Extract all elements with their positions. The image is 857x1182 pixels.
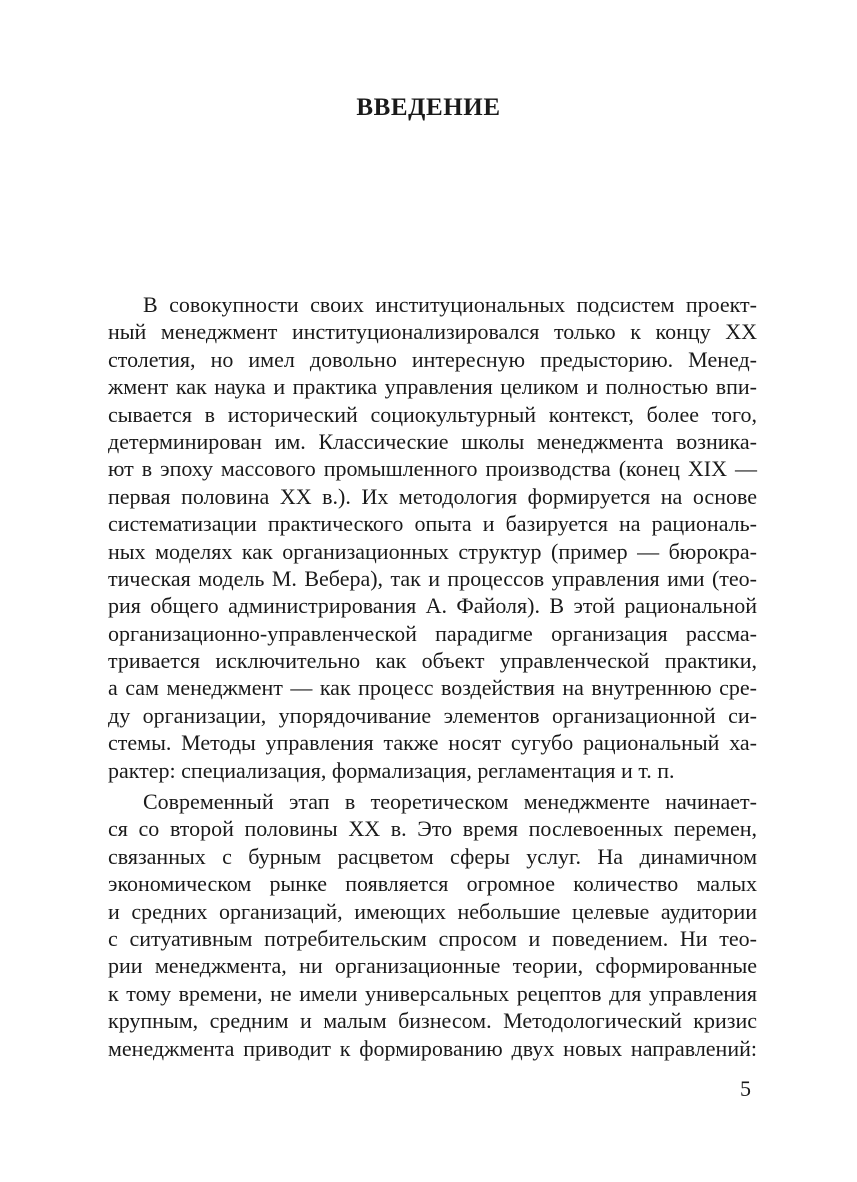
text-line: экономическом рынке появляется огромное количество малых	[108, 871, 757, 897]
body-text	[108, 291, 757, 1062]
paragraph-2	[108, 788, 757, 1062]
text-line: ся со второй половины XX в. Это время послевоенных перемен,	[108, 816, 757, 842]
text-line: детерминирован им. Классические школы менеджмента возника-	[108, 428, 757, 454]
text-line: а сам менеджмент — как процесс воздействия на внутреннюю сре-	[108, 675, 757, 701]
text-line: ду организации, упорядочивание элементов организационной си-	[108, 702, 757, 728]
text-line: первая половина XX в.). Их методология формируется на основе	[108, 483, 757, 509]
text-line: рия общего администрирования А. Файоля). В этой рациональной	[108, 593, 757, 619]
text-line: организационно-управленческой парадигме организация рассма-	[108, 620, 757, 646]
page-number: 5	[740, 1076, 751, 1101]
text-line: жмент как наука и практика управления целиком и полностью впи-	[108, 374, 757, 400]
text-line: рии менеджмента, ни организационные теории, сформированные	[108, 953, 757, 979]
text-line: с ситуативным потребительским спросом и поведением. Ни тео-	[108, 925, 757, 951]
text-line: систематизации практического опыта и базируется на рациональ-	[108, 511, 757, 537]
chapter-title: ВВЕДЕНИЕ	[356, 94, 501, 121]
text-line: В совокупности своих институциональных подсистем проект-	[143, 292, 757, 317]
text-line: ных моделях как организационных структур (пример — бюрокра-	[108, 538, 757, 564]
text-line: тическая модель М. Вебера), так и процессов управления ими (тео-	[108, 565, 757, 591]
paragraph-1	[108, 291, 757, 784]
text-line: тривается исключительно как объект управленческой практики,	[108, 648, 757, 674]
text-line: сывается в исторический социокультурный контекст, более того,	[108, 401, 757, 427]
text-line: менеджмента приводит к формированию двух новых направлений:	[108, 1035, 757, 1061]
text-line: столетия, но имел довольно интересную предысторию. Менед-	[108, 346, 757, 372]
text-line: ют в эпоху массового промышленного производства (конец XIX —	[108, 456, 757, 482]
text-line: связанных с бурным расцветом сферы услуг. На динамичном	[108, 843, 757, 869]
text-line: крупным, средним и малым бизнесом. Методологический кризис	[108, 1008, 757, 1034]
text-line: рактер: специализация, формализация, регламентация и т. п.	[108, 757, 675, 783]
text-line: ный менеджмент институционализировался только к концу XX	[108, 319, 757, 345]
text-line: к тому времени, не имели универсальных рецептов для управления	[108, 980, 757, 1006]
text-line: и средних организаций, имеющих небольшие целевые аудитории	[108, 898, 757, 924]
text-line: стемы. Методы управления также носят сугубо рациональный ха-	[108, 730, 757, 756]
text-line: Современный этап в теоретическом менеджменте начинает-	[143, 789, 757, 815]
